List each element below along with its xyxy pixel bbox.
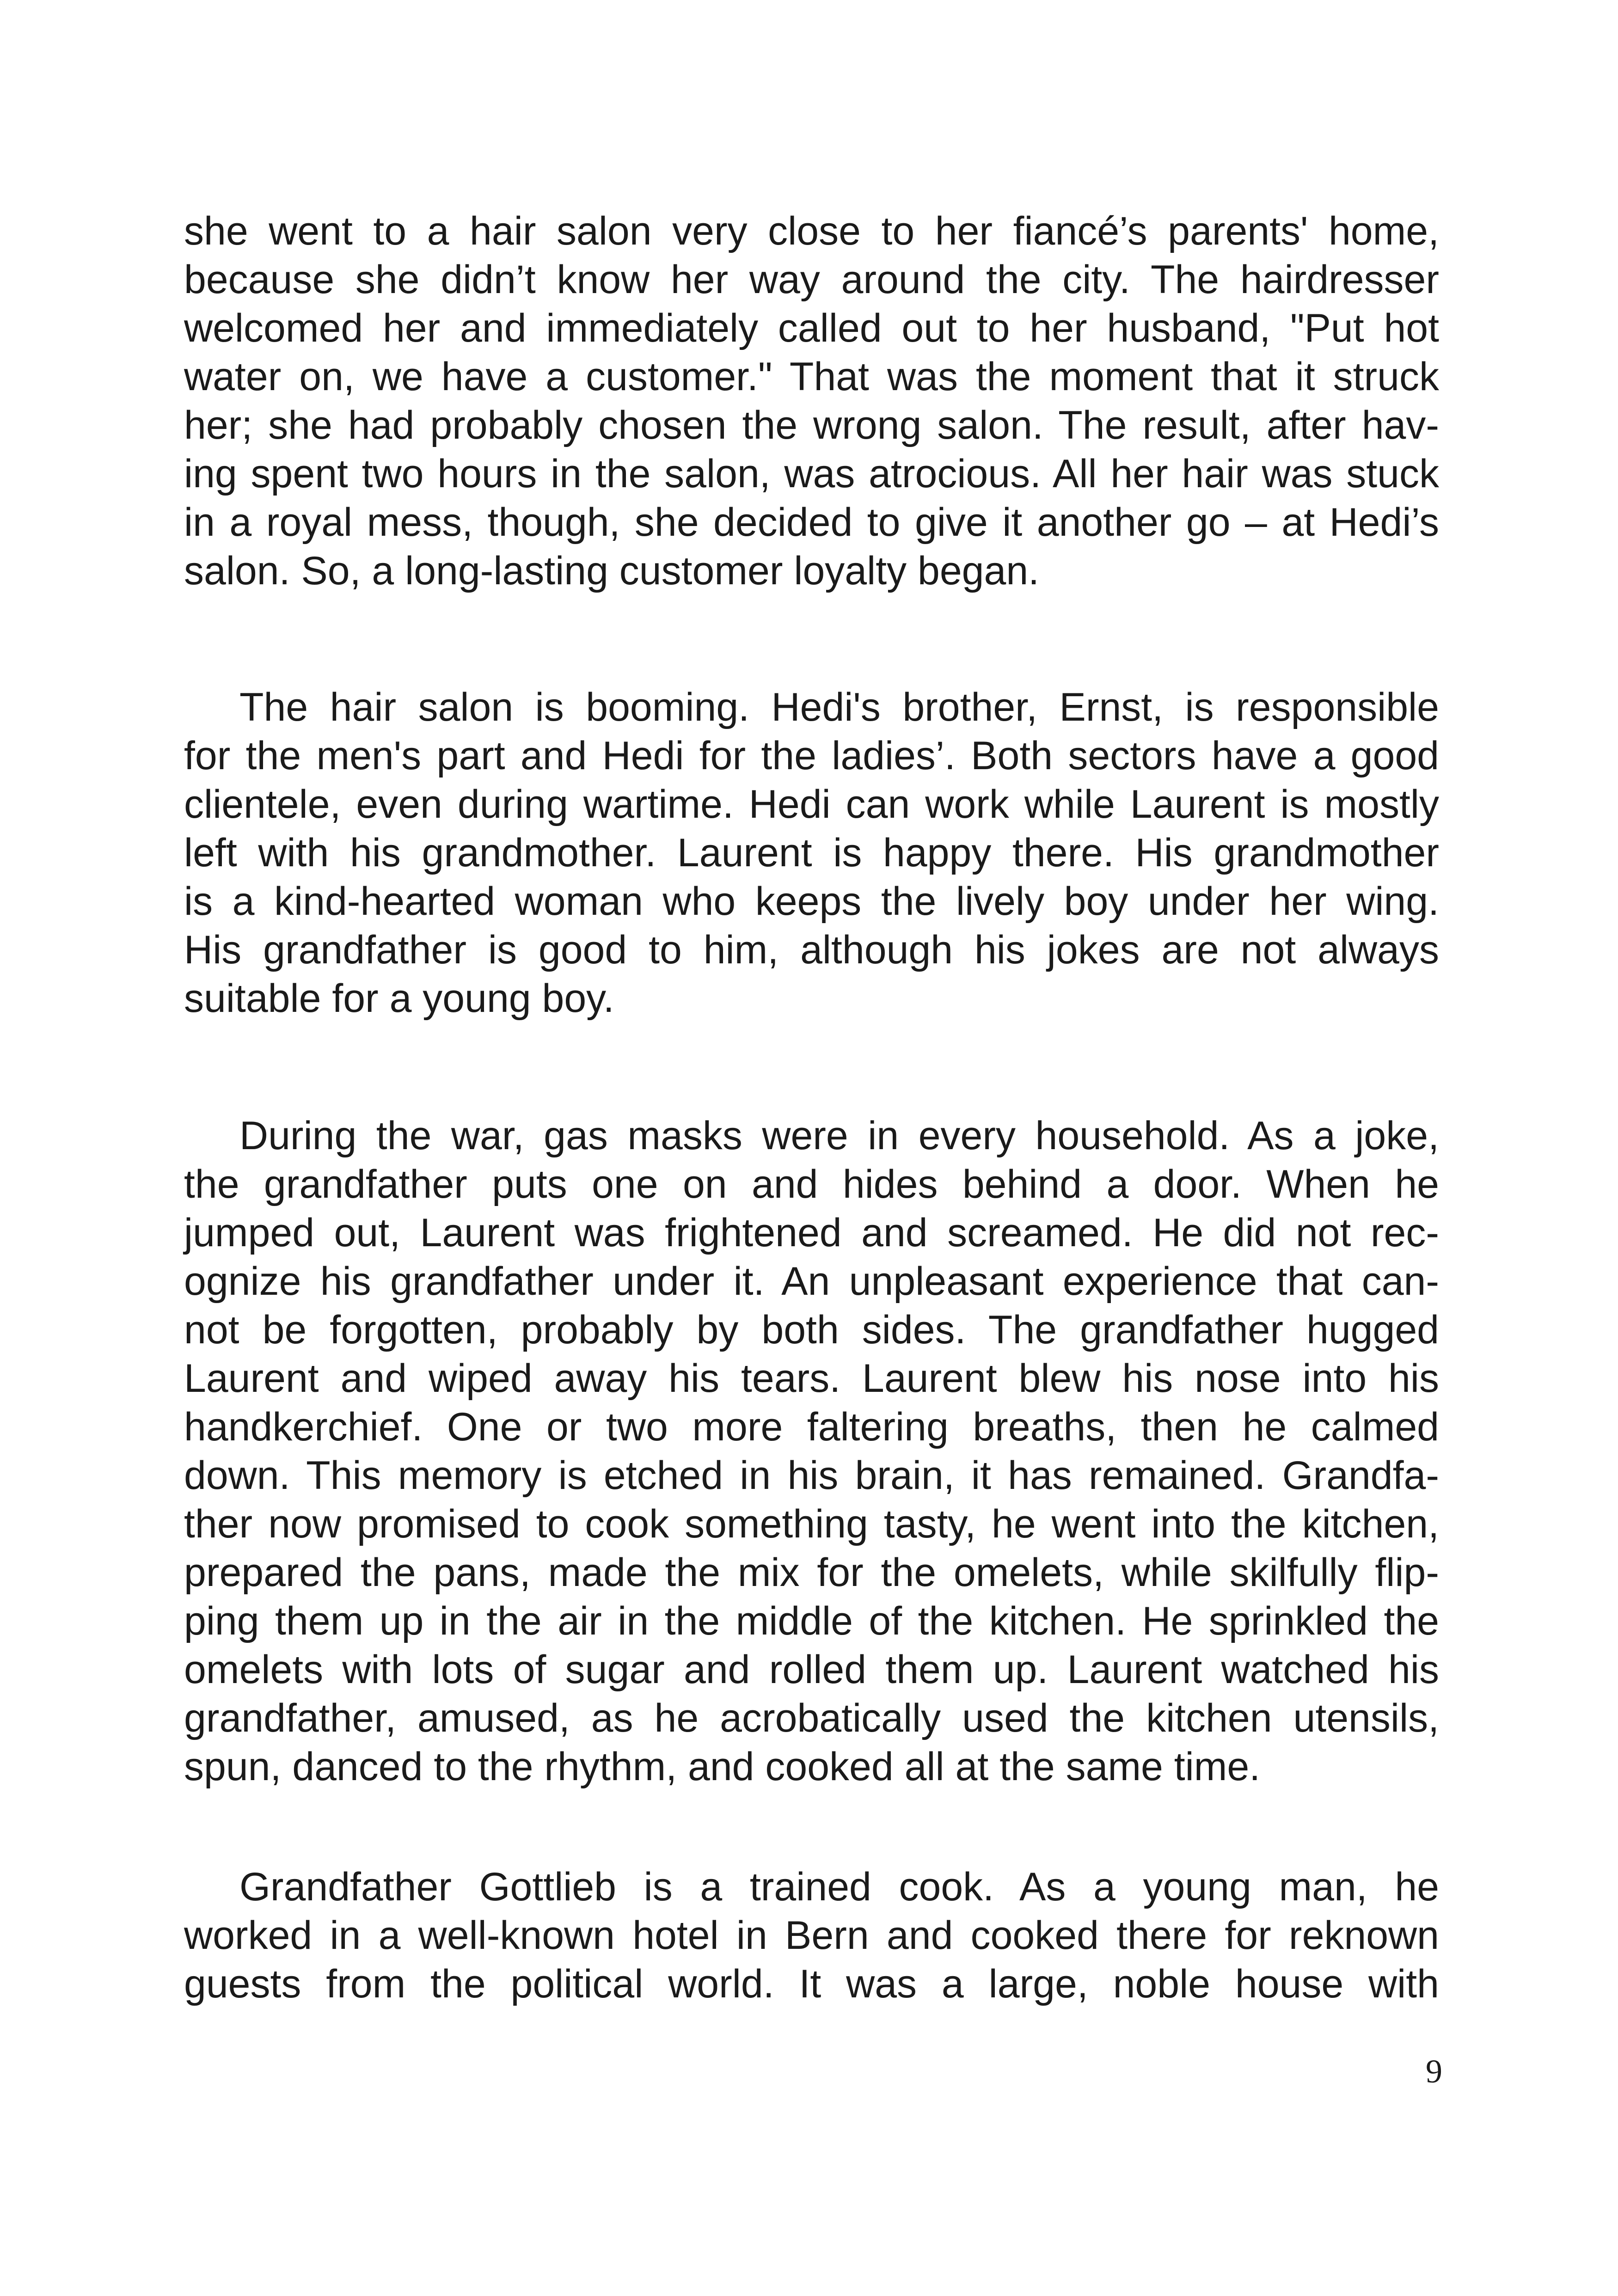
paragraph-4 (184, 1863, 1439, 2008)
text-line: for the men's part and Hedi for the ladies’. Both sectors have a good (184, 734, 1439, 778)
text-line: welcomed her and immediately called out to her husband, "Put hot (184, 306, 1439, 350)
text-line: ognize his grandfather under it. An unpleasant experience that can- (184, 1259, 1439, 1304)
text-line: worked in a well-known hotel in Bern and cooked there for reknown (184, 1913, 1439, 1958)
text-line: ping them up in the air in the middle of the kitchen. He sprinkled the (184, 1599, 1439, 1643)
paragraph-3 (184, 1112, 1439, 1791)
text-line: ther now promised to cook something tasty, he went into the kitchen, (184, 1502, 1439, 1546)
text-line: During the war, gas masks were in every household. As a joke, (239, 1114, 1439, 1158)
text-line: down. This memory is etched in his brain, it has remained. Grandfa- (184, 1453, 1439, 1498)
page-number: 9 (1426, 2053, 1442, 2090)
paragraph-2 (184, 683, 1439, 1023)
text-line: Laurent and wiped away his tears. Laurent blew his nose into his (184, 1356, 1439, 1401)
text-line: The hair salon is booming. Hedi's brother, Ernst, is responsible (239, 685, 1439, 729)
text-line: spun, danced to the rhythm, and cooked all at the same time. (184, 1745, 1261, 1789)
text-line: suitable for a young boy. (184, 976, 614, 1021)
text-line: not be forgotten, probably by both sides. The grandfather hugged (184, 1308, 1439, 1352)
text-line: handkerchief. One or two more faltering breaths, then he calmed (184, 1405, 1439, 1449)
text-line: her; she had probably chosen the wrong salon. The result, after hav- (184, 403, 1439, 447)
text-line: in a royal mess, though, she decided to give it another go – at Hedi’s (184, 500, 1439, 545)
text-line: the grandfather puts one on and hides behind a door. When he (184, 1162, 1439, 1206)
text-line: is a kind-hearted woman who keeps the lively boy under her wing. (184, 879, 1439, 924)
text-line: water on, we have a customer." That was the moment that it struck (184, 355, 1439, 399)
text-line: Grandfather Gottlieb is a trained cook. As a young man, he (239, 1865, 1439, 1909)
text-line: because she didn’t know her way around the city. The hairdresser (184, 257, 1439, 302)
paragraph-1 (184, 207, 1439, 595)
text-line: ing spent two hours in the salon, was atrocious. All her hair was stuck (184, 452, 1439, 496)
text-line: prepared the pans, made the mix for the omelets, while skilfully flip- (184, 1550, 1439, 1595)
text-line: jumped out, Laurent was frightened and screamed. He did not rec- (184, 1211, 1439, 1255)
text-line: clientele, even during wartime. Hedi can work while Laurent is mostly (184, 782, 1439, 827)
text-line: His grandfather is good to him, although his jokes are not always (184, 928, 1439, 972)
text-line: grandfather, amused, as he acrobatically used the kitchen utensils, (184, 1696, 1439, 1740)
text-line: omelets with lots of sugar and rolled them up. Laurent watched his (184, 1647, 1439, 1692)
text-line: salon. So, a long-lasting customer loyalty began. (184, 549, 1040, 593)
text-line: guests from the political world. It was a large, noble house with (184, 1962, 1439, 2006)
text-line: left with his grandmother. Laurent is happy there. His grandmother (184, 831, 1439, 875)
text-line: she went to a hair salon very close to her fiancé’s parents' home, (184, 209, 1439, 253)
